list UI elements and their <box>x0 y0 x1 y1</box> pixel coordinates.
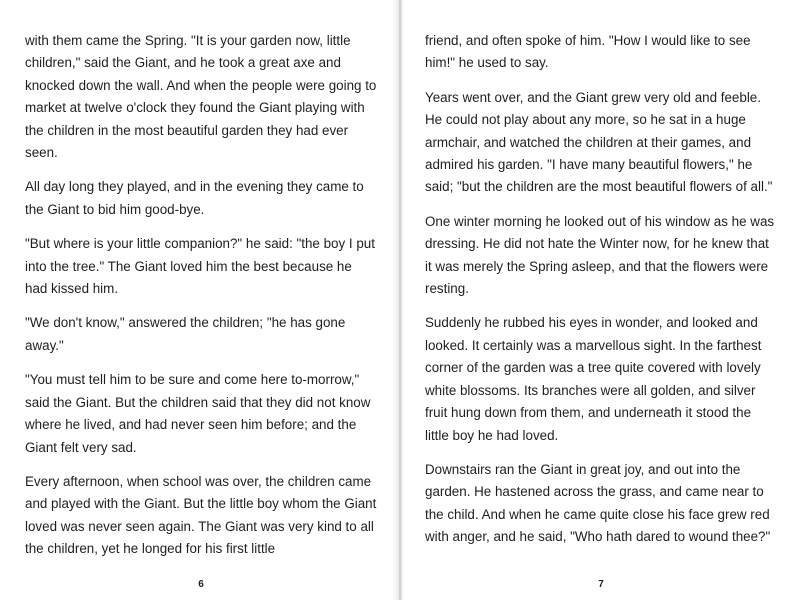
paragraph: "You must tell him to be sure and come here to-morrow," said the Giant. But the children said that they did not know where he lived, and had never seen him before; and the Giant felt very sad. <box>25 372 371 455</box>
page-number: 7 <box>598 579 604 590</box>
left-page[interactable] <box>0 0 399 600</box>
paragraph: "We don't know," answered the children; "he has gone away." <box>25 315 346 353</box>
paragraph: friend, and often spoke of him. "How I would like to see him!" he used to say. <box>425 33 751 71</box>
paragraph: Every afternoon, when school was over, the children came and played with the Giant. But the little boy whom the Giant loved was never seen again. The Giant was very kind to all the children, yet he longed for his first little <box>25 473 377 557</box>
paragraph: All day long they played, and in the evening they came to the Giant to bid him good-bye. <box>25 179 364 217</box>
paragraph: with them came the Spring. "It is your garden now, little children," said the Giant, and he took a great axe and knocked down the wall. And when the people were going to market at twelve o'clock they found the Giant playing with the children in the most beautiful garden they had ever seen. <box>25 33 377 161</box>
right-page[interactable] <box>403 0 800 600</box>
paragraph: Downstairs ran the Giant in great joy, and out into the garden. He hastened across the grass, and came near to the child. And when he came quite close his face grew red with anger, and he said, "Who hath dared to wound thee?" <box>425 461 771 545</box>
paragraph: Suddenly he rubbed his eyes in wonder, and looked and looked. It certainly was a marvellous sight. In the farthest corner of the garden was a tree quite covered with lovely white blossoms. Its branches were all golden, and silver fruit hung down from them, and underneath it stood the little boy he had loved. <box>425 315 762 443</box>
left-page-text <box>25 30 377 573</box>
right-page-text <box>425 30 778 561</box>
paragraph: "But where is your little companion?" he said: "the boy I put into the tree." The Giant loved him the best because he had kissed him. <box>25 236 375 297</box>
paragraph: Years went over, and the Giant grew very old and feeble. He could not play about any more, so he sat in a huge armchair, and watched the children at their games, and admired his garden. "I have many beautiful flowers," he said; "but the children are the most beautiful flowers of all." <box>425 89 773 195</box>
page-number: 6 <box>198 579 204 590</box>
paragraph: One winter morning he looked out of his window as he was dressing. He did not hate the Winter now, for he knew that it was merely the Spring asleep, and that the flowers were resting. <box>425 213 775 297</box>
